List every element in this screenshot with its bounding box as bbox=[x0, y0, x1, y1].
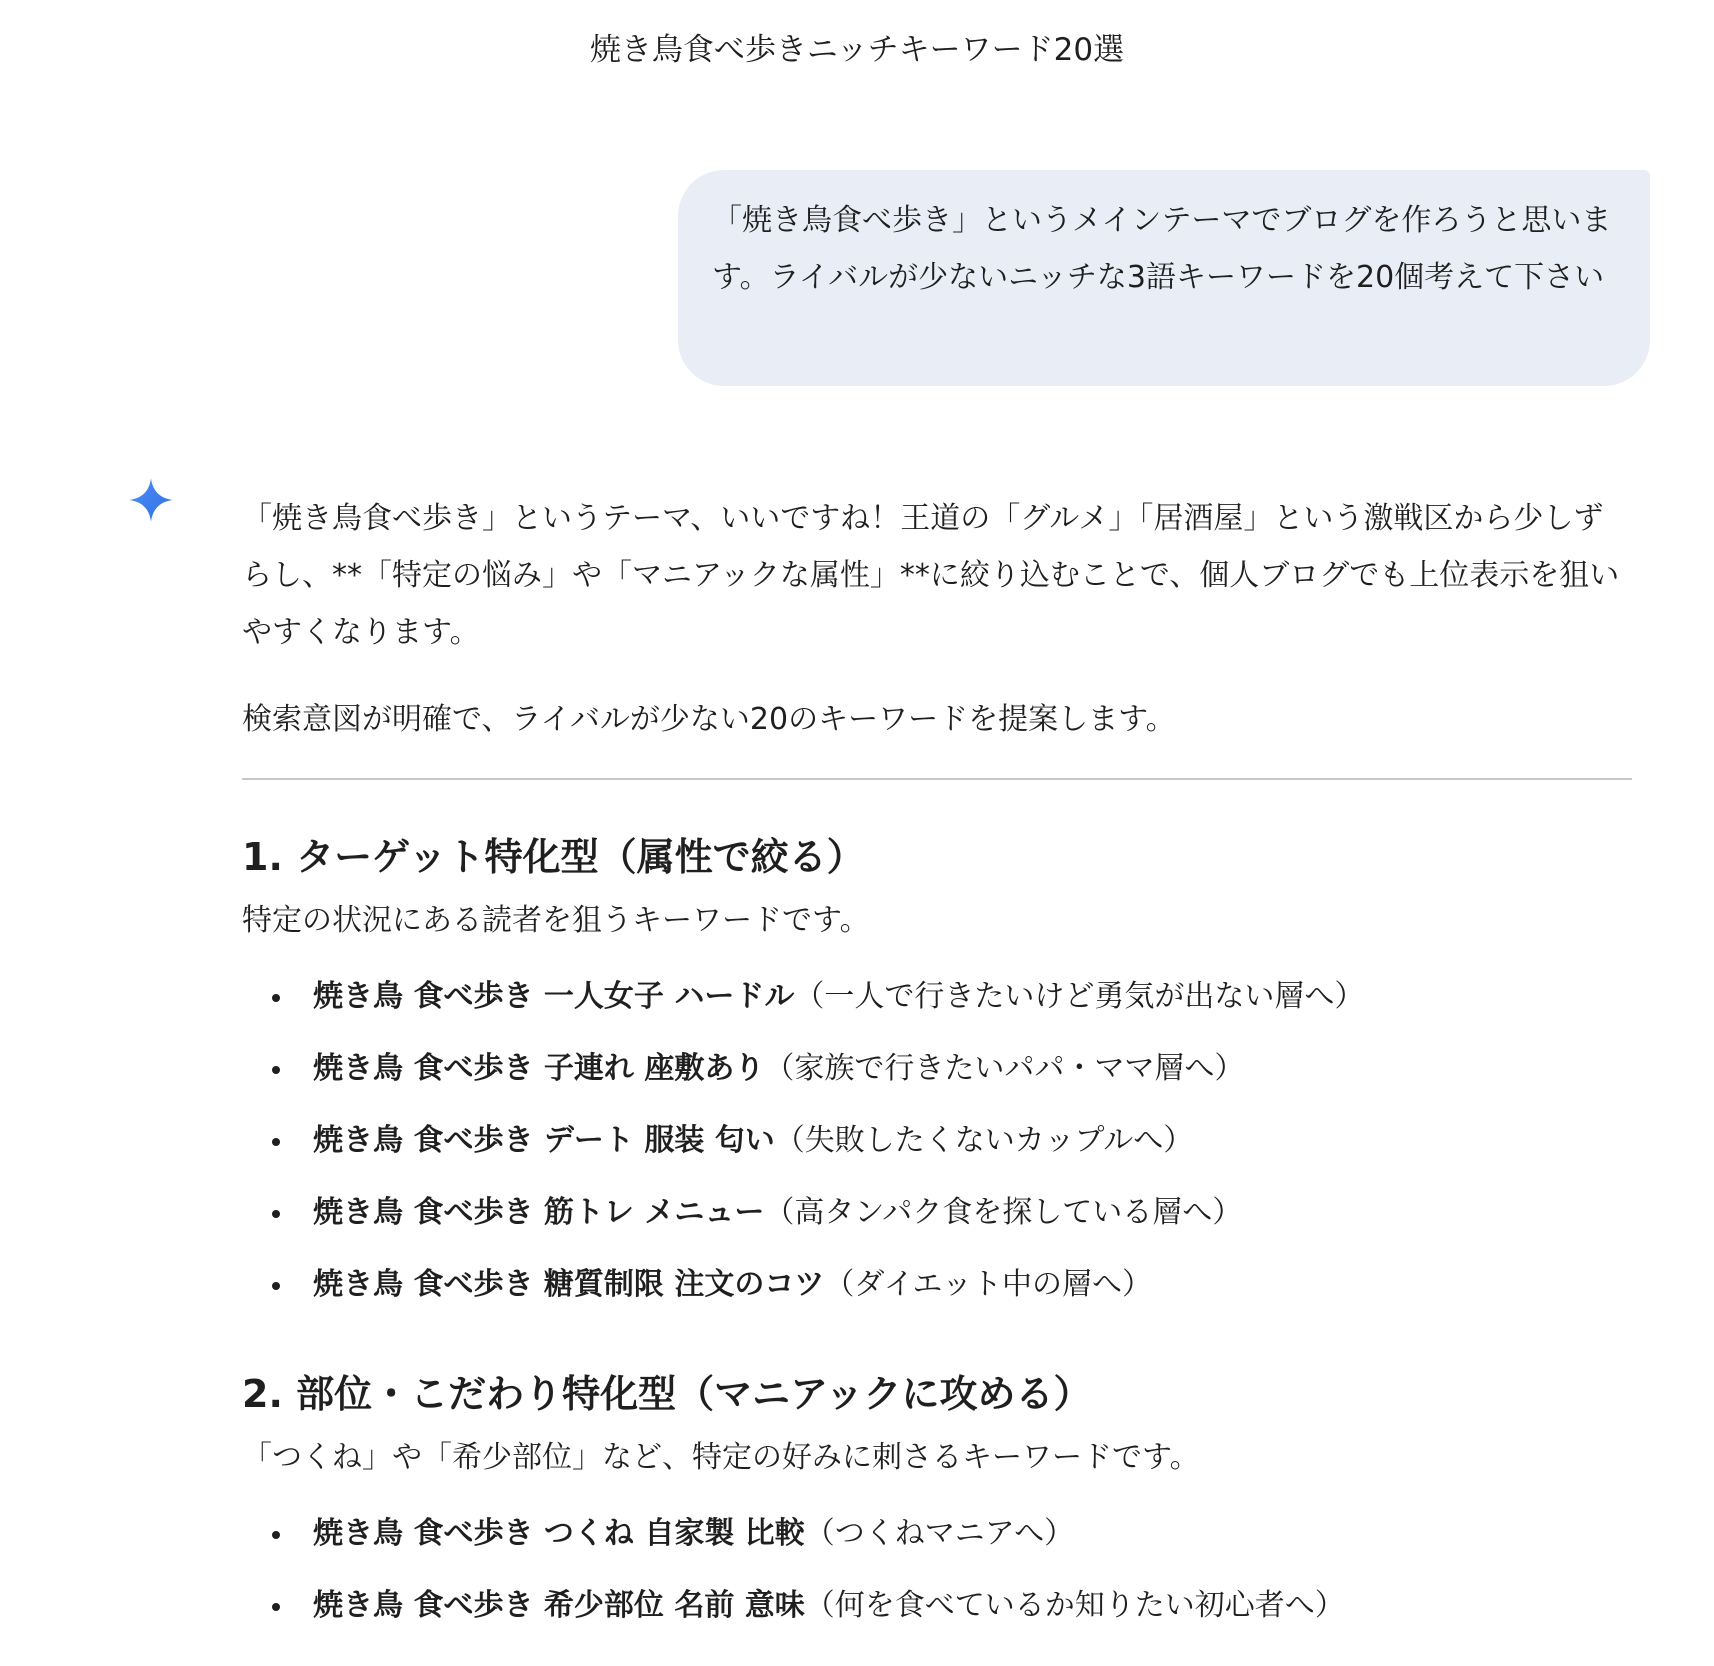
keyword-text: 焼き鳥 食べ歩き 子連れ 座敷あり bbox=[313, 1051, 765, 1086]
keyword-text: 焼き鳥 食べ歩き 希少部位 名前 意味 bbox=[313, 1588, 805, 1623]
section-description: 「つくね」や「希少部位」など、特定の好みに刺さるキーワードです。 bbox=[242, 1440, 1200, 1475]
keyword-note: （失敗したくないカップルへ） bbox=[774, 1123, 1194, 1158]
bullet-icon bbox=[272, 994, 280, 1002]
bullet-icon bbox=[272, 1282, 280, 1290]
list-item bbox=[242, 1570, 1632, 1642]
keyword-note: （高タンパク食を探している層へ） bbox=[764, 1195, 1243, 1230]
bullet-icon bbox=[272, 1138, 280, 1146]
assistant-response bbox=[242, 490, 1632, 1642]
list-item bbox=[242, 1498, 1632, 1570]
section-heading: 1. ターゲット特化型（属性で絞る） bbox=[242, 835, 865, 879]
list-item bbox=[242, 1033, 1632, 1105]
keyword-note: （何を食べているか知りたい初心者へ） bbox=[804, 1588, 1345, 1623]
list-item bbox=[242, 1249, 1632, 1321]
user-message-bubble bbox=[678, 170, 1650, 386]
keyword-note: （家族で行きたいパパ・ママ層へ） bbox=[764, 1051, 1245, 1086]
user-message-text: 「焼き鳥食べ歩き」というメインテーマでブログを作ろうと思います。ライバルが少ないニッチな3語キーワードを20個考えて下さい bbox=[712, 203, 1612, 295]
gemini-sparkle-icon bbox=[127, 476, 175, 524]
bullet-icon bbox=[272, 1066, 280, 1074]
keyword-list bbox=[242, 1498, 1632, 1642]
keyword-text: 焼き鳥 食べ歩き 糖質制限 注文のコツ bbox=[313, 1267, 825, 1302]
list-item bbox=[242, 961, 1632, 1033]
section-target bbox=[242, 830, 1632, 1321]
response-intro: 「焼き鳥食べ歩き」というテーマ、いいですね！王道の「グルメ」「居酒屋」という激戦区から少しずらし、**「特定の悩み」や「マニアックな属性」**に絞り込むことで、個人ブログでも上位表示を狙いやすくなります。 bbox=[242, 501, 1620, 650]
section-parts bbox=[242, 1367, 1632, 1642]
section-heading: 2. 部位・こだわり特化型（マニアックに攻める） bbox=[242, 1372, 1092, 1416]
list-item bbox=[242, 1105, 1632, 1177]
keyword-text: 焼き鳥 食べ歩き 筋トレ メニュー bbox=[313, 1195, 765, 1230]
bullet-icon bbox=[272, 1210, 280, 1218]
page-title: 焼き鳥食べ歩きニッチキーワード20選 bbox=[589, 32, 1125, 68]
keyword-text: 焼き鳥 食べ歩き デート 服装 匂い bbox=[313, 1123, 775, 1158]
keyword-list bbox=[242, 961, 1632, 1321]
response-intro-2: 検索意図が明確で、ライバルが少ない20のキーワードを提案します。 bbox=[242, 702, 1176, 737]
bullet-icon bbox=[272, 1531, 280, 1539]
list-item bbox=[242, 1177, 1632, 1249]
keyword-note: （つくねマニアへ） bbox=[804, 1516, 1075, 1551]
keyword-text: 焼き鳥 食べ歩き つくね 自家製 比較 bbox=[313, 1516, 805, 1551]
bullet-icon bbox=[272, 1603, 280, 1611]
keyword-text: 焼き鳥 食べ歩き 一人女子 ハードル bbox=[313, 979, 795, 1014]
keyword-note: （ダイエット中の層へ） bbox=[824, 1267, 1152, 1302]
section-description: 特定の状況にある読者を狙うキーワードです。 bbox=[242, 903, 870, 938]
divider bbox=[242, 778, 1632, 780]
keyword-note: （一人で行きたいけど勇気が出ない層へ） bbox=[794, 979, 1365, 1014]
